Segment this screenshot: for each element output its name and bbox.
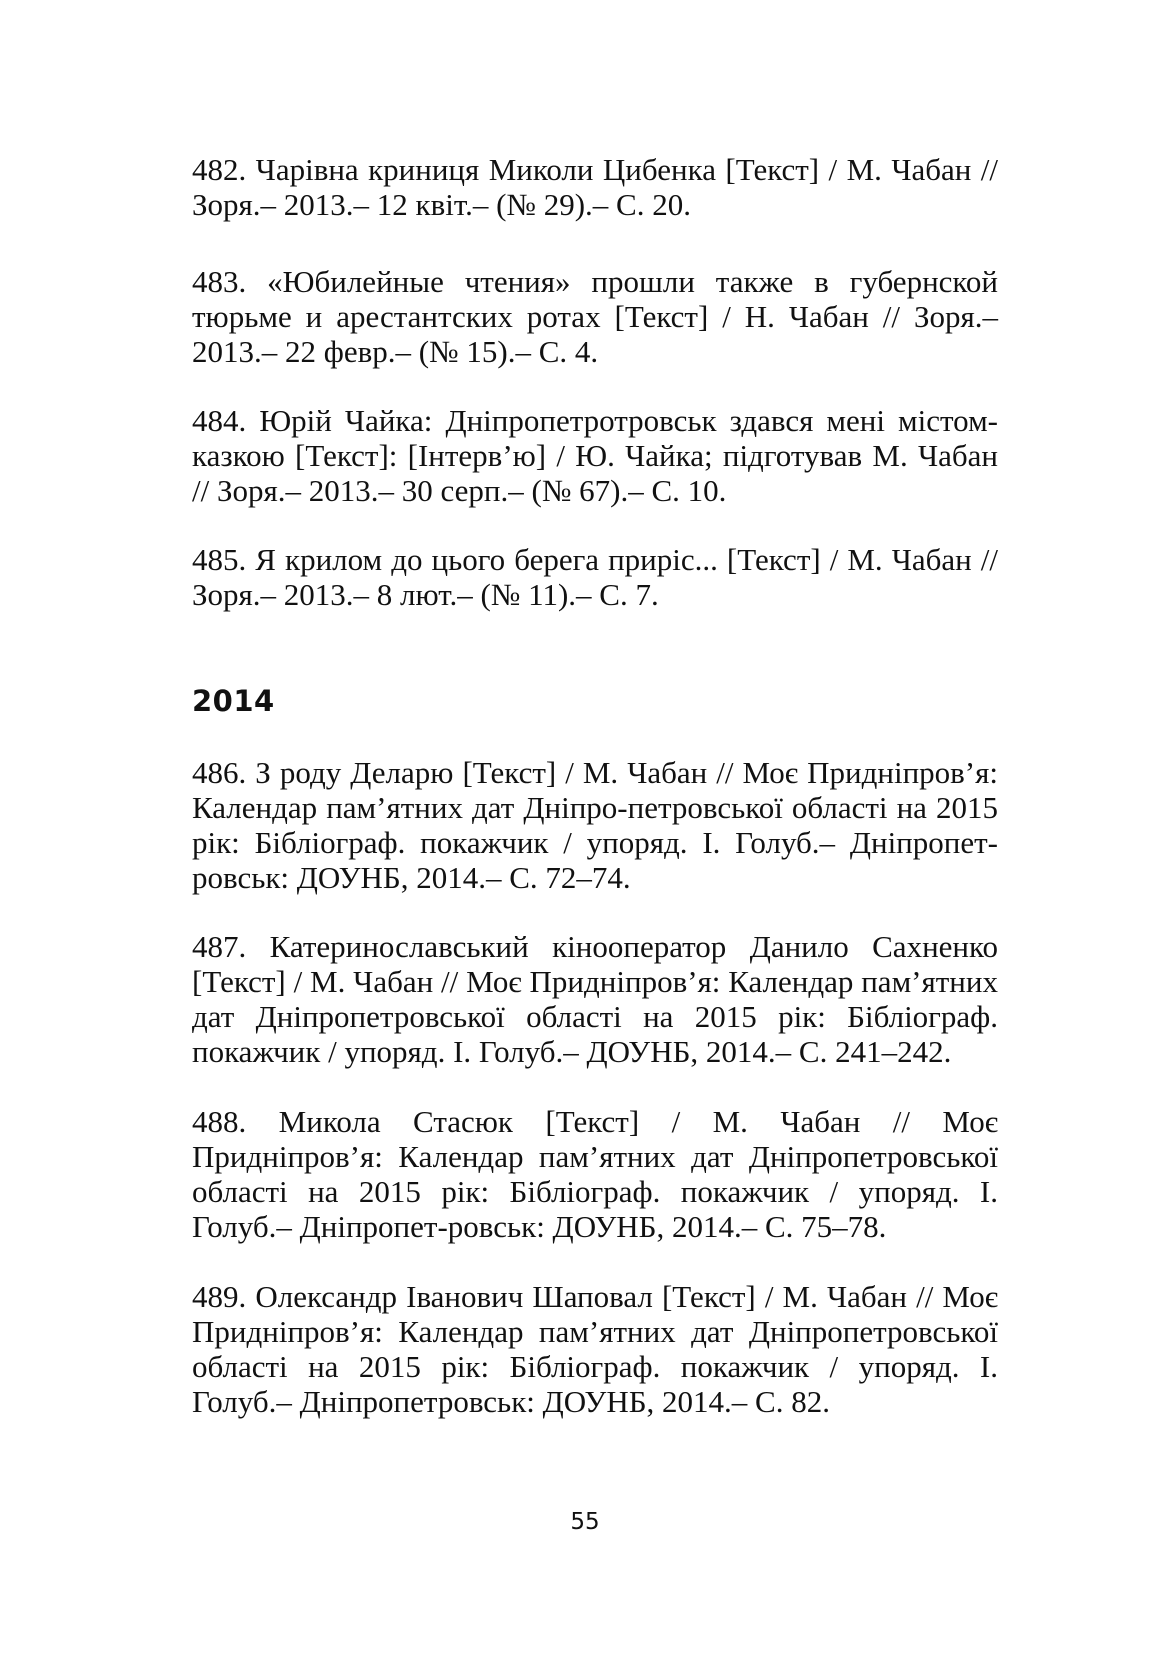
- entry-text: Олександр Іванович Шаповал [Текст] / М. Чабан // Моє Придніпров’я: Календар пам’ятних дат Дніпропетровської області на 2015 рік: Бібліограф. покажчик / упоряд. І. Голуб.– Дніпропетровськ: ДОУНБ, 2014.– С. 82.: [192, 1279, 998, 1419]
- bibliography-entry-482: [192, 152, 998, 222]
- entry-number: 486.: [192, 755, 247, 790]
- bibliography-entry-485: [192, 542, 998, 612]
- entry-number: 484.: [192, 403, 247, 438]
- entry-text: З роду Деларю [Текст] / М. Чабан // Моє Придніпров’я: Календар пам’ятних дат Дніпро-петровської області на 2015 рік: Бібліограф. покажчик / упоряд. І. Голуб.– Дніпропет-ровськ: ДОУНБ, 2014.– С. 72–74.: [192, 755, 998, 895]
- bibliography-entry-484: [192, 403, 998, 508]
- entry-text: Чарівна криниця Миколи Цибенка [Текст] / М. Чабан // Зоря.– 2013.– 12 квіт.– (№ 29).– С. 20.: [192, 152, 998, 222]
- entry-text: Юрій Чайка: Дніпропетротровськ здався мені містом-казкою [Текст]: [Інтерв’ю] / Ю. Чайка; підготував М. Чабан // Зоря.– 2013.– 30 серп.– (№ 67).– С. 10.: [192, 403, 999, 508]
- bibliography-entry-488: [192, 1104, 998, 1244]
- entry-number: 482.: [192, 152, 247, 187]
- bibliography-entry-489: [192, 1279, 998, 1419]
- bibliography-entry-483: [192, 264, 998, 369]
- entry-text: Микола Стасюк [Текст] / М. Чабан // Моє Придніпров’я: Календар пам’ятних дат Дніпропетровської області на 2015 рік: Бібліограф. покажчик / упоряд. І. Голуб.– Дніпропет-ровськ: ДОУНБ, 2014.– С. 75–78.: [192, 1104, 998, 1244]
- entry-text: Катеринославський кінооператор Данило Сахненко [Текст] / М. Чабан // Моє Придніпров’я: Календар пам’ятних дат Дніпропетровської області на 2015 рік: Бібліограф. покажчик / упоряд. І. Голуб.– ДОУНБ, 2014.– С. 241–242.: [192, 929, 998, 1069]
- bibliography-entry-487: [192, 929, 998, 1069]
- entry-number: 485.: [192, 542, 247, 577]
- section-heading-year: 2014: [192, 684, 275, 718]
- entry-number: 487.: [192, 929, 247, 964]
- entry-text: «Юбилейные чтения» прошли также в губернской тюрьме и арестантских ротах [Текст] / Н. Чабан // Зоря.– 2013.– 22 февр.– (№ 15).– С. 4.: [192, 264, 998, 369]
- page-number: 55: [570, 1509, 600, 1535]
- bibliography-entry-486: [192, 755, 998, 895]
- entry-number: 488.: [192, 1104, 247, 1139]
- entry-number: 483.: [192, 264, 247, 299]
- entry-number: 489.: [192, 1279, 247, 1314]
- entry-text: Я крилом до цього берега приріс... [Текст] / М. Чабан // Зоря.– 2013.– 8 лют.– (№ 11).– С. 7.: [192, 542, 999, 612]
